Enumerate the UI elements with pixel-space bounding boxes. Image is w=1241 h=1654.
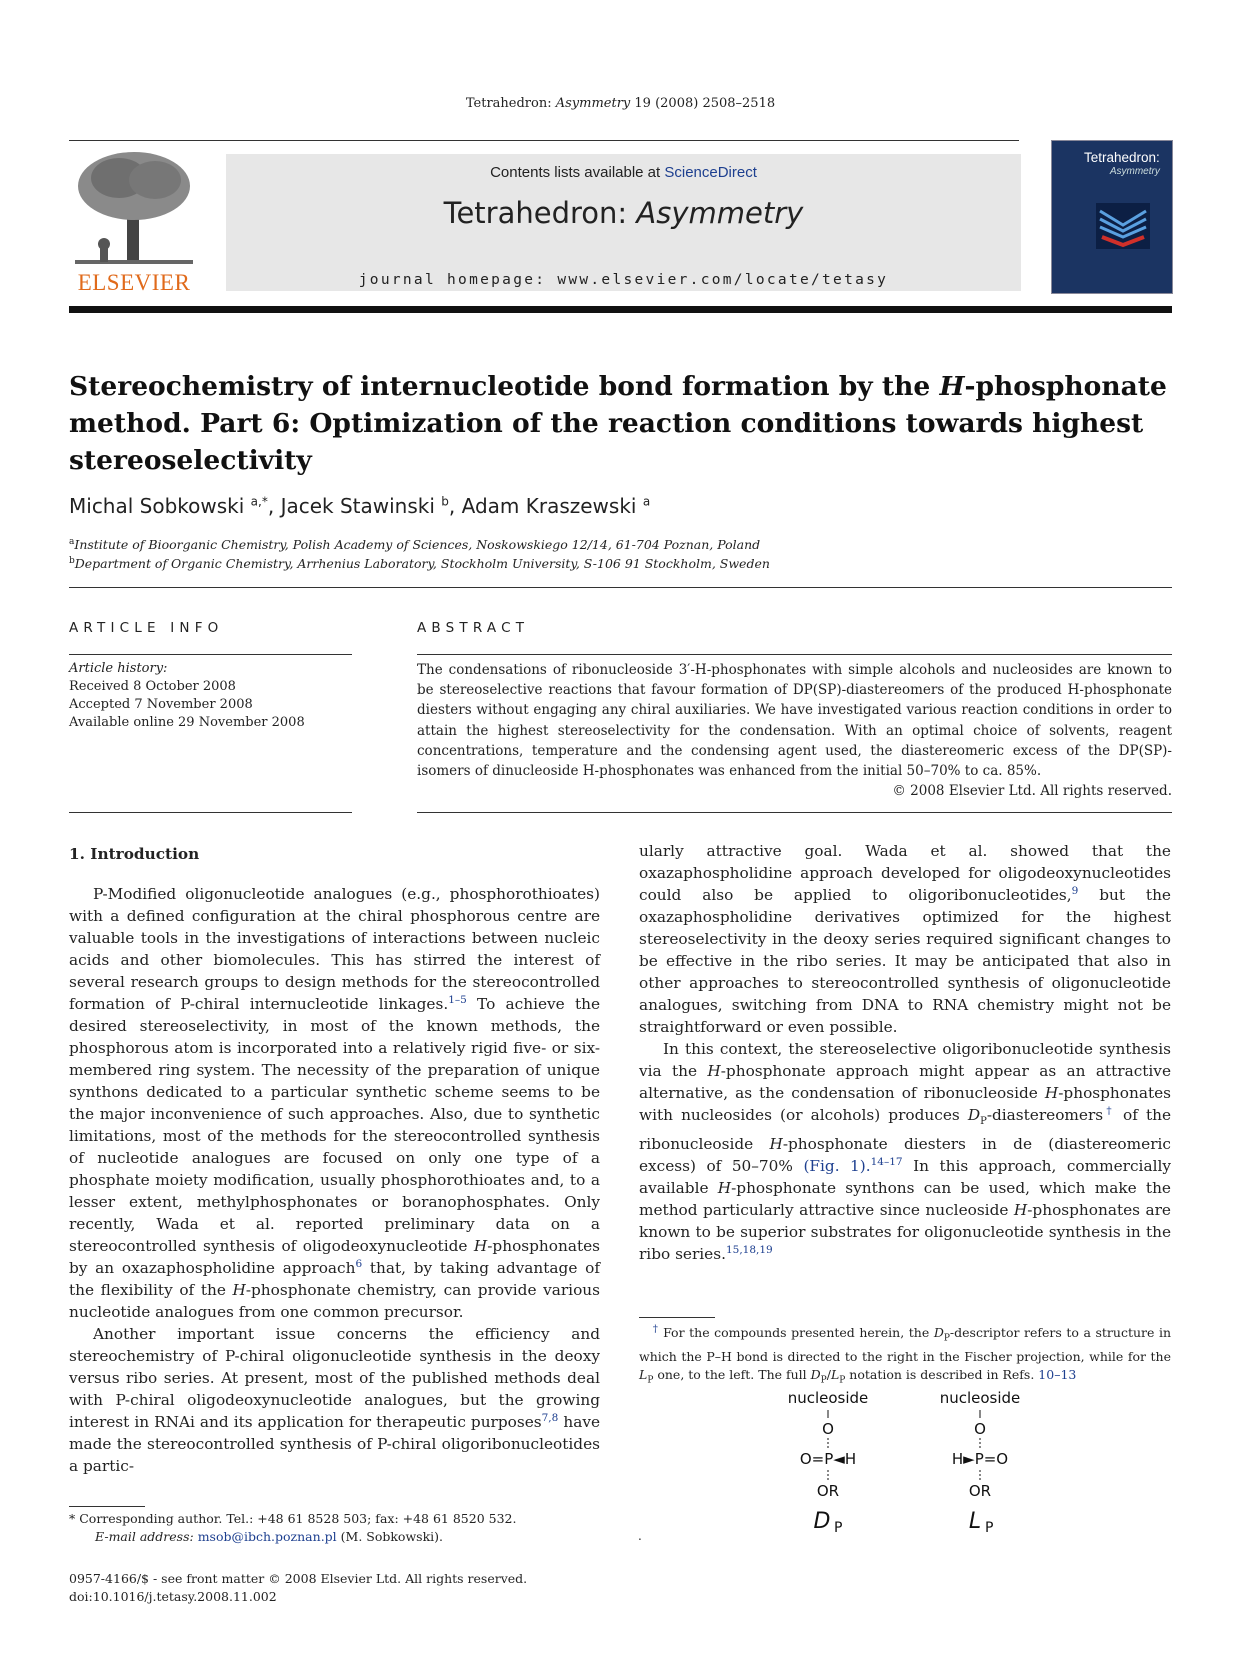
paragraph: In this context, the stereoselective oligoribonucleotide synthesis via the H-phosphonate approach might appear as an attractive alternative, as the condensation of ribonucleoside H-phosphonates with nucleosides (or alcohols) produces $D_P-diastereomers^\dagger$ of the ribonucleoside H-phosphonate diesters in de (diastereomeric excess) of 50–70% (Fig. 1).$^{14-17}$ In this approach, commercially available H-phosphonate synthons can be used, which make the method particularly attractive since nucleoside H-phosphonates are known to be superior substrates for oligonucleotide synthesis in the ribo series.$^{15,18,19}$ <box>639 1040 1172 1264</box>
front-matter <box>69 1570 527 1606</box>
journal-citation: Tetrahedron: Asymmetry 19 (2008) 2508–2518 <box>465 96 776 111</box>
author-name[interactable]: Michal Sobkowski <box>69 494 245 518</box>
section-heading: 1. Introduction <box>69 845 200 863</box>
stray-dot: . <box>638 1529 642 1543</box>
publisher-logo-text: ELSEVIER <box>77 270 191 295</box>
abstract-rule <box>417 654 1172 655</box>
phosphorus-center: H►P=O <box>951 1450 1009 1468</box>
email-link[interactable]: msob@ibch.poznan.pl <box>197 1529 337 1544</box>
paragraph: P-Modified oligonucleotide analogues (e.g., phosphorothioates) with a defined configuration at the chiral phosphorous centre are valuable tools in the investigations of interactions between nucleic acids and other biomolecules. This has stirred the interest of several research groups to design methods for the stereocontrolled formation of P-chiral internucleotide linkages.$^{1-5}$ To achieve the desired stereoselectivity, in most of the known methods, the phosphorous atom is incorporated into a relatively rigid five- or six-membered ring system. The necessity of the preparation of unique synthons dedicated to a particular synthetic scheme seems to be the major inconvenience of such approaches. Also, due to synthetic limitations, most of the methods for the stereocontrolled synthesis of nucleotide analogues are focused on only one type of a phosphate moiety modification, usually phosphorothioates and, to a lesser extent, methylphosphonates or boranophosphates. Only recently, Wada et al. reported preliminary data on a stereocontrolled synthesis of oligodeoxynucleotide H-phosphonates by an oxazaphospholidine approach$^6$ that, by taking advantage of the flexibility of the H-phosphonate chemistry, can provide various nucleotide analogues from one common precursor. <box>69 885 601 1321</box>
history-label: Article history: <box>69 661 168 676</box>
doi-line[interactable]: doi:10.1016/j.tetasy.2008.11.002 <box>69 1589 277 1604</box>
accepted-date: Accepted 7 November 2008 <box>69 697 253 712</box>
citation-link[interactable]: 14–17 <box>870 1155 903 1168</box>
author-list: Michal Sobkowski $^{a,*}$, Jacek Stawinski $^b$, Adam Kraszewski $^a$ <box>69 494 651 518</box>
abstract-heading: ABSTRACT <box>417 620 530 636</box>
or-label: OR <box>816 1482 840 1500</box>
article-info-heading: ARTICLE INFO <box>69 620 224 636</box>
dp-label-sub: P <box>834 1520 843 1536</box>
journal-banner <box>226 154 1021 291</box>
right-column <box>639 840 1171 1265</box>
citation-link[interactable]: 6 <box>355 1257 363 1270</box>
journal-title: Tetrahedron: Asymmetry <box>443 196 804 230</box>
header-thick-rule <box>69 306 1172 313</box>
corresponding-footnote: * Corresponding author. Tel.: +48 61 8528 503; fax: +48 61 8520 532. E-mail address: msob@ibch.poznan.pl (M. Sobkowski). <box>69 1511 517 1544</box>
dp-label: D <box>813 1509 831 1534</box>
paragraph: Another important issue concerns the efficiency and stereochemistry of P-chiral oligonucleotide synthesis in the deoxy versus ribo series. At present, most of the published methods deal with P-chiral oligodeoxynucleotide analogues, but the growing interest in RNAi and its application for therapeutic purposes$^{7,8}$ have made the stereocontrolled synthesis of P-chiral oligoribonucleotides a partic- <box>69 1325 601 1475</box>
info-bottom-rule <box>69 812 352 813</box>
figure-link[interactable]: (Fig. 1). <box>803 1157 871 1176</box>
or-label: OR <box>968 1482 992 1500</box>
fischer-projection-figure <box>770 1386 1070 1546</box>
author-name[interactable]: Jacek Stawinski <box>280 494 435 518</box>
article-history <box>69 660 352 732</box>
citation-link[interactable]: 9 <box>1071 884 1079 897</box>
online-date: Available online 29 November 2008 <box>69 715 305 730</box>
affiliation-rule <box>69 587 1172 588</box>
affiliation-a: $^a$Institute of Bioorganic Chemistry, Polish Academy of Sciences, Noskowskiego 12/14, 61-704 Poznan, Poland <box>69 537 761 553</box>
citation-link[interactable]: 15,18,19 <box>725 1243 773 1256</box>
sciencedirect-link[interactable]: ScienceDirect <box>664 164 757 181</box>
affiliation-b: $^b$Department of Organic Chemistry, Arrhenius Laboratory, Stockholm University, S-106 91 Stockholm, Sweden <box>69 556 770 572</box>
info-rule <box>69 654 352 655</box>
left-column <box>69 883 600 1477</box>
abstract-text: The condensations of ribonucleoside 3′-H-phosphonates with simple alcohols and nucleosides are known to be stereoselective reactions that favour formation of DP(SP)-diastereomers of the produced H-phosphonate diesters without engaging any chiral auxiliaries. We have investigated various reaction conditions in order to attain the highest stereoselectivity for the condensation. With an optimal choice of solvents, reagent concentrations, temperature and the condensing agent used, the diastereomeric excess of the DP(SP)-isomers of dinucleoside H-phosphonates was enhanced from the initial 50–70% to ca. 85%. <box>417 662 1172 780</box>
abstract-body <box>417 660 1172 801</box>
abstract-bottom-rule <box>417 812 1172 813</box>
oxygen-label: O <box>974 1420 986 1438</box>
footnote-rule <box>639 1317 715 1318</box>
lp-label: L <box>968 1509 982 1534</box>
paragraph: ularly attractive goal. Wada et al. showed that the oxazaphospholidine approach developed for oligodeoxynucleotides could also be applied to oligoribonucleotides,$^9$ but the oxazaphospholidine derivatives optimized for the highest stereoselectivity in the deoxy series required significant changes to be effective in the ribo series. It may be anticipated that also in other approaches to stereocontrolled synthesis of oligonucleotide analogues, switching from DNA to RNA chemistry might not be straightforward or even possible. <box>639 842 1171 1036</box>
citation-link[interactable]: 10–13 <box>1038 1366 1077 1382</box>
author-name[interactable]: Adam Kraszewski <box>461 494 637 518</box>
lp-label-sub: P <box>985 1520 994 1536</box>
abstract-copyright: © 2008 Elsevier Ltd. All rights reserved. <box>892 783 1172 800</box>
citation-link[interactable]: 1–5 <box>448 993 467 1006</box>
cover-title: Tetrahedron: Asymmetry <box>1084 150 1160 177</box>
footnote-rule <box>69 1506 145 1507</box>
issn-line: 0957-4166/$ - see front matter © 2008 Elsevier Ltd. All rights reserved. <box>69 1571 528 1586</box>
phosphorus-center: O=P◄H <box>799 1450 857 1468</box>
nucleoside-label: nucleoside <box>787 1389 869 1407</box>
received-date: Received 8 October 2008 <box>69 679 236 694</box>
dagger-footnote: † For the compounds presented herein, the $D_P$-descriptor refers to a structure in which the P–H bond is directed to the right in the Fischer projection, while for the $L_P$ one, to the left. The full $D_P/L_P$ notation is described in Refs. 10–13 <box>639 1323 1172 1386</box>
citation-link[interactable]: 7,8 <box>541 1411 559 1424</box>
header-rule <box>69 140 1019 141</box>
article-title: Stereochemistry of internucleotide bond formation by the H-phosphonate method. Part 6: Optimization of the reaction conditions towards highest stereoselectivity <box>69 371 1167 476</box>
journal-cover-image <box>1051 140 1173 294</box>
tree-logo-icon <box>69 148 199 270</box>
elsevier-logo <box>69 148 199 296</box>
footnote-link[interactable]: † <box>1103 1104 1115 1117</box>
oxygen-label: O <box>822 1420 834 1438</box>
nucleoside-label: nucleoside <box>939 1389 1021 1407</box>
journal-homepage[interactable]: journal homepage: www.elsevier.com/locate/tetasy <box>358 272 889 288</box>
cover-art-icon <box>1096 203 1150 249</box>
contents-line: Contents lists available at ScienceDirect <box>490 164 757 181</box>
